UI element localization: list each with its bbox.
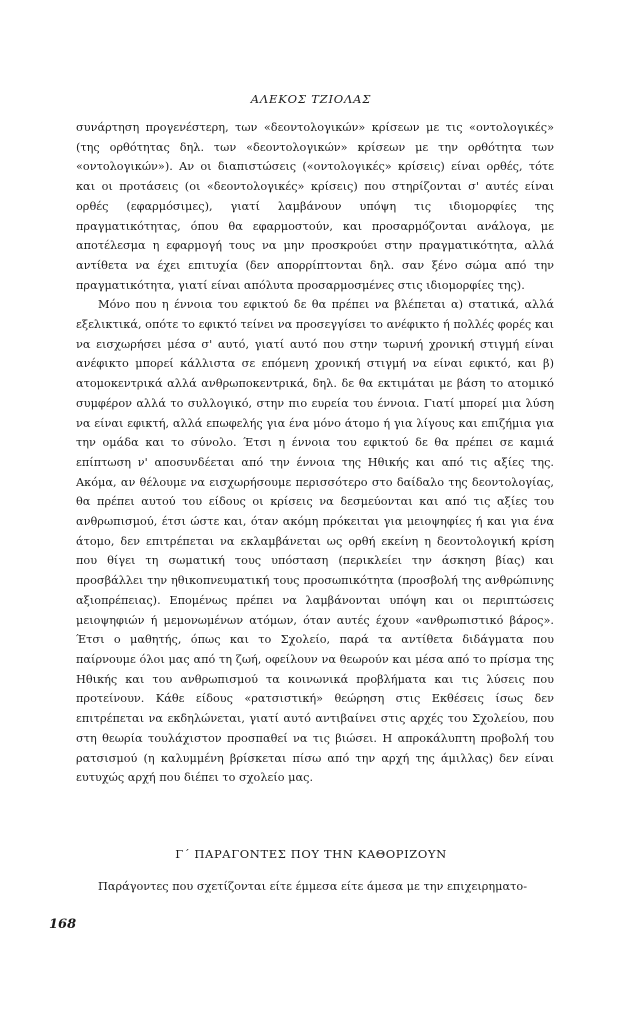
body-text [76,118,554,788]
paragraph-continuation: συνάρτηση προγενέστερη, των «δεοντολογικών» κρίσεων με τις «οντολογικές» (της ορθότητας δηλ. των «δεοντολογικών» κρίσεων με την ορθότητα των «οντολογικών»). Αν οι διαπιστώσεις («οντολογικές» κρίσεις) είναι ορθές, τότε και οι προτάσεις (οι «δεοντολογικές» κρίσεις) που στηρίζονται σ' αυτές είναι ορθές (εφαρμόσιμες), γιατί λαμβάνουν υπόψη τις ιδιομορφίες της πραγματικότητας, όπου θα εφαρμοστούν, και προσαρμόζονται ανάλογα, με αποτέλεσμα η εφαρμογή τους να μην προσκρούει στην πραγματικότητα, αλλά αντίθετα να έχει επιτυχία (δεν απορρίπτονται δηλ. σαν ξένο σώμα από την πραγματικότητα, γιατί είναι απόλυτα προσαρμοσμένες στις ιδιομορφίες της). [76,121,554,292]
page-number: 168 [49,917,77,932]
section-heading: Γ΄ ΠΑΡΑΓΟΝΤΕΣ ΠΟΥ ΤΗΝ ΚΑΘΟΡΙΖΟΥΝ [175,847,447,861]
running-head-author: ΑΛΕΚΟΣ ΤΖΙΟΛΑΣ [250,92,372,106]
paragraph-feasibility: Μόνο που η έννοια του εφικτού δε θα πρέπει να βλέπεται α) στατικά, αλλά εξελικτικά, οπότε το εφικτό τείνει να προσεγγίσει το ανέφικτο ή πολλές φορές και να εισχωρήσει μέσα σ' αυτό, γιατί αυτό που στην τωρινή χρονική στιγμή είναι ανέφικτο μπορεί κάλλιστα σε επόμενη χρονική στιγμή να είναι εφικτό, και β) ατομοκεντρικά αλλά ανθρωποκεντρικά, δηλ. δε θα εκτιμάται με βάση το ατομικό συμφέρον αλλά το συλλογικό, στην πιο ευρεία του έννοια. Γιατί μπορεί μια λύση να είναι εφικτή, αλλά επωφελής για ένα μόνο άτομο ή για λίγους και επιζήμια για την ομάδα και το σύνολο. Έτσι η έννοια του εφικτού δε θα πρέπει σε καμιά επίπτωση ν' αποσυνδέεται από την έννοια της Ηθικής και από τις αξίες της. Ακόμα, αν θέλουμε να εισχωρήσουμε περισσότερο στο δαίδαλο της δεοντολογίας, θα πρέπει αυτού του είδους οι κρίσεις να δεσμεύονται και από τις αξίες του ανθρωπισμού, έτσι ώστε και, όταν ακόμη πρόκειται για μειοψηφίες ή και για ένα άτομο, δεν επιτρέπεται να εκλαμβάνεται ως ορθή εκείνη η δεοντολογική κρίση που θίγει τη σωματική τους υπόσταση (περικλείει την άσκηση βίας) και προσβάλλει την ηθικοπνευματική τους προσωπικότητα (προσβολή της ανθρώπινης αξιοπρέπειας). Επομένως πρέπει να λαμβάνονται υπόψη και οι περιπτώσεις μειοψηφιών ή μεμονωμένων ατόμων, όταν αυτές έχουν «ανθρωπιστικό βάρος». Έτσι ο μαθητής, όπως και το Σχολείο, παρά τα αντίθετα διδάγματα που παίρνουμε όλοι μας από τη ζωή, οφείλουν να θεωρούν και μέσα από το πρίσμα της Ηθικής και του ανθρωπισμού τα κοινωνικά προβλήματα και τις λύσεις που προτείνουν. Κάθε είδους «ρατσιστική» θεώρηση στις Εκθέσεις ίσως δεν επιτρέπεται να εκδηλώνεται, γιατί αυτό αντιβαίνει στις αρχές του Σχολείου, που στη θεωρία τουλάχιστον προσπαθεί να τις βιώσει. Η απροκάλυπτη προβολή του ρατσισμού (η καλυμμένη βρίσκεται πίσω από την αρχή της άμιλλας) δεν είναι ευτυχώς αρχή που διέπει το σχολείο μας. [76,298,554,785]
paragraph-factors: Παράγοντες που σχετίζονται είτε έμμεσα είτε άμεσα με την επιχειρηματο- [98,880,528,893]
